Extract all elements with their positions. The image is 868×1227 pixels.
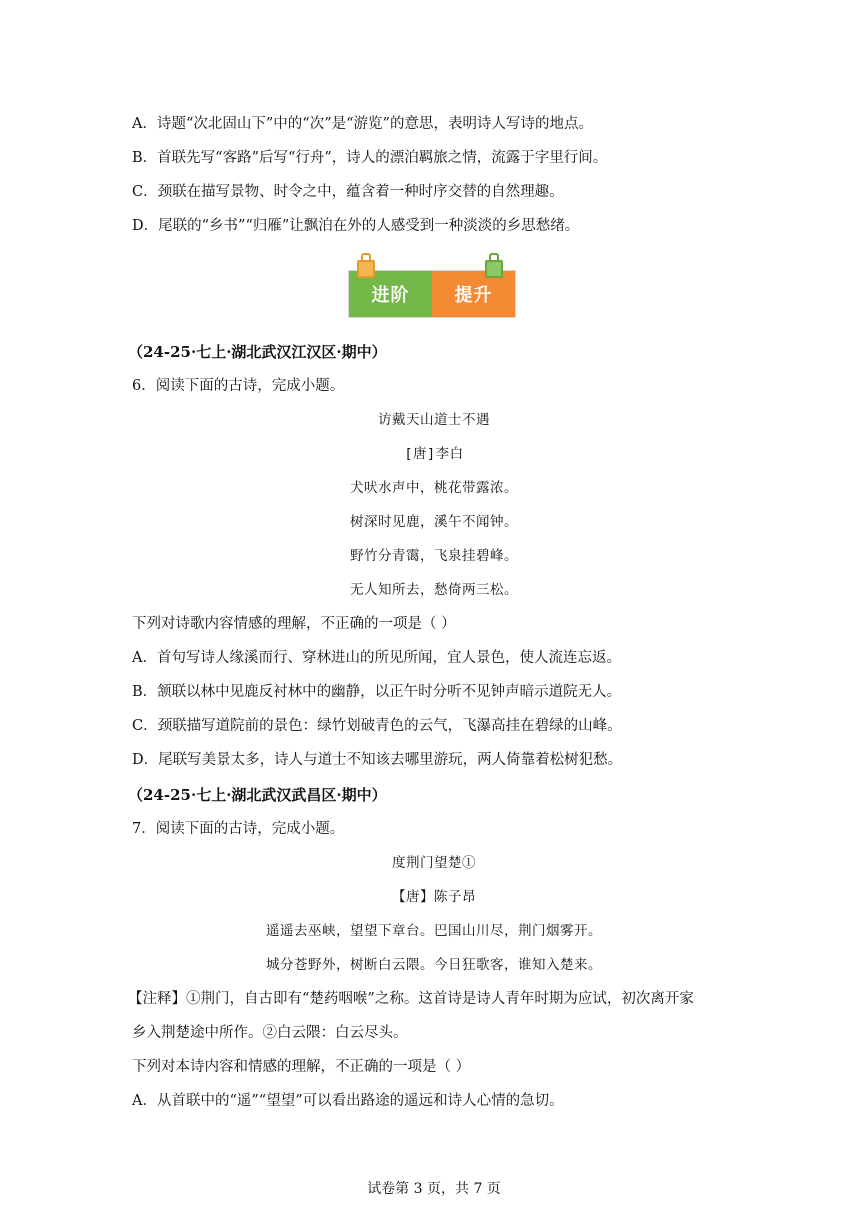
q7-source: （24-25·七上·湖北武汉武昌区·期中） xyxy=(128,786,387,804)
q6-poem-line-3: 野竹分青霭，飞泉挂碧峰。 xyxy=(350,548,518,564)
page-footer: 试卷第 3 页，共 7 页 xyxy=(367,1181,501,1197)
banner-left: 进阶 xyxy=(349,271,432,317)
q6-question: 下列对诗歌内容情感的理解，不正确的一项是（ ） xyxy=(132,616,456,632)
q6-option-b: B．颔联以林中见鹿反衬林中的幽静，以正午时分听不见钟声暗示道院无人。 xyxy=(132,684,622,700)
prev-option-a: A．诗题“次北固山下”中的“次”是“游览”的意思，表明诗人写诗的地点。 xyxy=(132,116,593,132)
prev-option-b: B．首联先写“客路”后写“行舟”，诗人的漂泊羁旅之情，流露于字里行间。 xyxy=(132,150,608,166)
q7-poem-title: 度荆门望楚① xyxy=(392,855,476,871)
q7-poem-line-2: 城分苍野外，树断白云隈。今日狂歌客，谁知入楚来。 xyxy=(266,957,602,973)
prev-option-c: C．颈联在描写景物、时令之中，蕴含着一种时序交替的自然理趣。 xyxy=(132,184,564,200)
q6-option-c: C．颈联描写道院前的景色：绿竹划破青色的云气，飞瀑高挂在碧绿的山峰。 xyxy=(132,718,622,734)
q7-poem-line-1: 遥遥去巫峡，望望下章台。巴国山川尽，荆门烟雾开。 xyxy=(266,923,602,939)
q6-poem-line-1: 犬吠水声中，桃花带露浓。 xyxy=(350,480,518,496)
binder-clip-left-icon xyxy=(357,260,375,278)
q6-source: （24-25·七上·湖北武汉江汉区·期中） xyxy=(128,343,387,361)
q7-note-line-1: 【注释】①荆门，自古即有“楚药咽喉”之称。这首诗是诗人青年时期为应试，初次离开家 xyxy=(128,991,694,1007)
q7-option-a: A．从首联中的“遥”“望望”可以看出路途的遥远和诗人心情的急切。 xyxy=(132,1093,564,1109)
banner-right: 提升 xyxy=(432,271,515,317)
q6-poem-author: [唐]李白 xyxy=(404,446,464,462)
q6-poem-line-2: 树深时见鹿，溪午不闻钟。 xyxy=(350,514,518,530)
q6-poem-line-4: 无人知所去，愁倚两三松。 xyxy=(350,582,518,598)
q6-option-d: D．尾联写美景太多，诗人与道士不知该去哪里游玩，两人倚靠着松树犯愁。 xyxy=(132,752,623,768)
q6-prompt: 6．阅读下面的古诗，完成小题。 xyxy=(132,378,345,394)
q7-prompt: 7．阅读下面的古诗，完成小题。 xyxy=(132,821,345,837)
q6-option-a: A．首句写诗人缘溪而行、穿林进山的所见所闻，宜人景色，使人流连忘返。 xyxy=(132,650,621,666)
prev-option-d: D．尾联的“乡书”“归雁”让飘泊在外的人感受到一种淡淡的乡思愁绪。 xyxy=(132,218,580,234)
q7-poem-author: 【唐】陈子昂 xyxy=(392,889,476,905)
binder-clip-right-icon xyxy=(485,260,503,278)
q6-poem-title: 访戴天山道士不遇 xyxy=(378,412,490,428)
q7-note-line-2: 乡入荆楚途中所作。②白云隈：白云尽头。 xyxy=(132,1025,408,1041)
q7-question: 下列对本诗内容和情感的理解，不正确的一项是（ ） xyxy=(132,1059,471,1075)
